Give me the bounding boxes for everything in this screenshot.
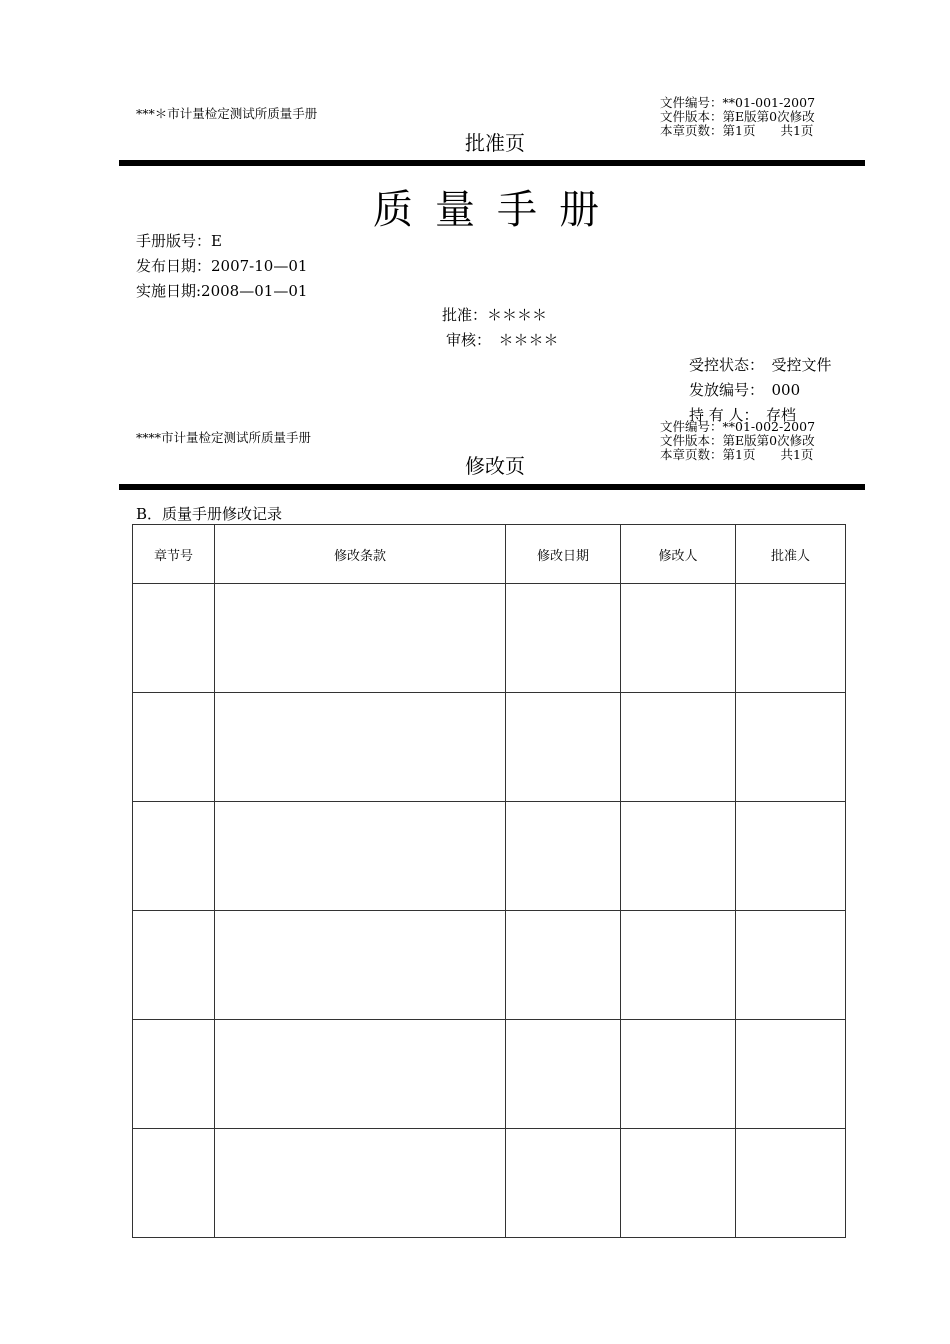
clipped-line xyxy=(0,400,950,424)
cell xyxy=(621,584,736,693)
cell xyxy=(736,1020,846,1129)
cell xyxy=(736,802,846,911)
cell xyxy=(133,802,215,911)
page-count: 本章页数：第1页 共1页 xyxy=(660,123,814,138)
cell xyxy=(506,911,621,1020)
section-title: 批准页 xyxy=(465,131,525,155)
file-version-2: 文件版本：第E版第0次修改 xyxy=(660,433,815,448)
table-row xyxy=(133,1129,846,1238)
effective-date: 实施日期:2008—01—01 xyxy=(136,282,308,300)
cell xyxy=(506,1020,621,1129)
cell xyxy=(133,1020,215,1129)
manual-edition: 手册版号：E xyxy=(136,232,222,250)
header-date: 修改日期 xyxy=(506,525,621,584)
cell xyxy=(736,693,846,802)
file-number-2: 文件编号：**01-002-2007 xyxy=(660,419,816,434)
cell xyxy=(506,584,621,693)
cell xyxy=(215,911,506,1020)
cell xyxy=(133,1129,215,1238)
reviewed-by: 审核： ＊＊＊＊ xyxy=(446,331,559,349)
distribution-number: 发放编号： 000 xyxy=(689,381,801,399)
file-version: 文件版本：第E版第0次修改 xyxy=(660,109,815,124)
control-status: 受控状态： 受控文件 xyxy=(689,356,832,374)
cell xyxy=(736,584,846,693)
approved-by: 批准：＊＊＊＊ xyxy=(442,306,548,324)
holder: 持 有 人： 存档 xyxy=(689,406,797,424)
cell xyxy=(621,1129,736,1238)
file-number: 文件编号：**01-001-2007 xyxy=(660,95,816,110)
revision-table xyxy=(132,524,846,1238)
table-row xyxy=(133,1020,846,1129)
record-title: B．质量手册修改记录 xyxy=(136,505,283,523)
cell xyxy=(621,802,736,911)
header-modifier: 修改人 xyxy=(621,525,736,584)
table-row xyxy=(133,911,846,1020)
manual-title: 质量手册 xyxy=(373,187,621,233)
release-date: 发布日期：2007-10—01 xyxy=(136,257,308,275)
cell xyxy=(736,911,846,1020)
org-title: ***＊市计量检定测试所质量手册 xyxy=(136,106,318,121)
header-rule xyxy=(119,160,865,166)
cell xyxy=(215,1020,506,1129)
table-row xyxy=(133,693,846,802)
cell xyxy=(133,693,215,802)
cell xyxy=(621,1020,736,1129)
cell xyxy=(736,1129,846,1238)
header-approver: 批准人 xyxy=(736,525,846,584)
cell xyxy=(133,911,215,1020)
cell xyxy=(215,1129,506,1238)
table-row xyxy=(133,584,846,693)
cell xyxy=(506,802,621,911)
cell xyxy=(215,584,506,693)
cell xyxy=(506,1129,621,1238)
header-clause: 修改条款 xyxy=(215,525,506,584)
section-title-2: 修改页 xyxy=(465,454,525,478)
cell xyxy=(215,693,506,802)
cell xyxy=(506,693,621,802)
page-count-2: 本章页数：第1页 共1页 xyxy=(660,447,814,462)
header-rule-2 xyxy=(119,484,865,490)
cell xyxy=(621,911,736,1020)
org-title-2: ****市计量检定测试所质量手册 xyxy=(136,430,312,445)
cell xyxy=(215,802,506,911)
cell xyxy=(621,693,736,802)
table-header-row xyxy=(133,525,846,584)
cell xyxy=(133,584,215,693)
header-chapter: 章节号 xyxy=(133,525,215,584)
table-row xyxy=(133,802,846,911)
